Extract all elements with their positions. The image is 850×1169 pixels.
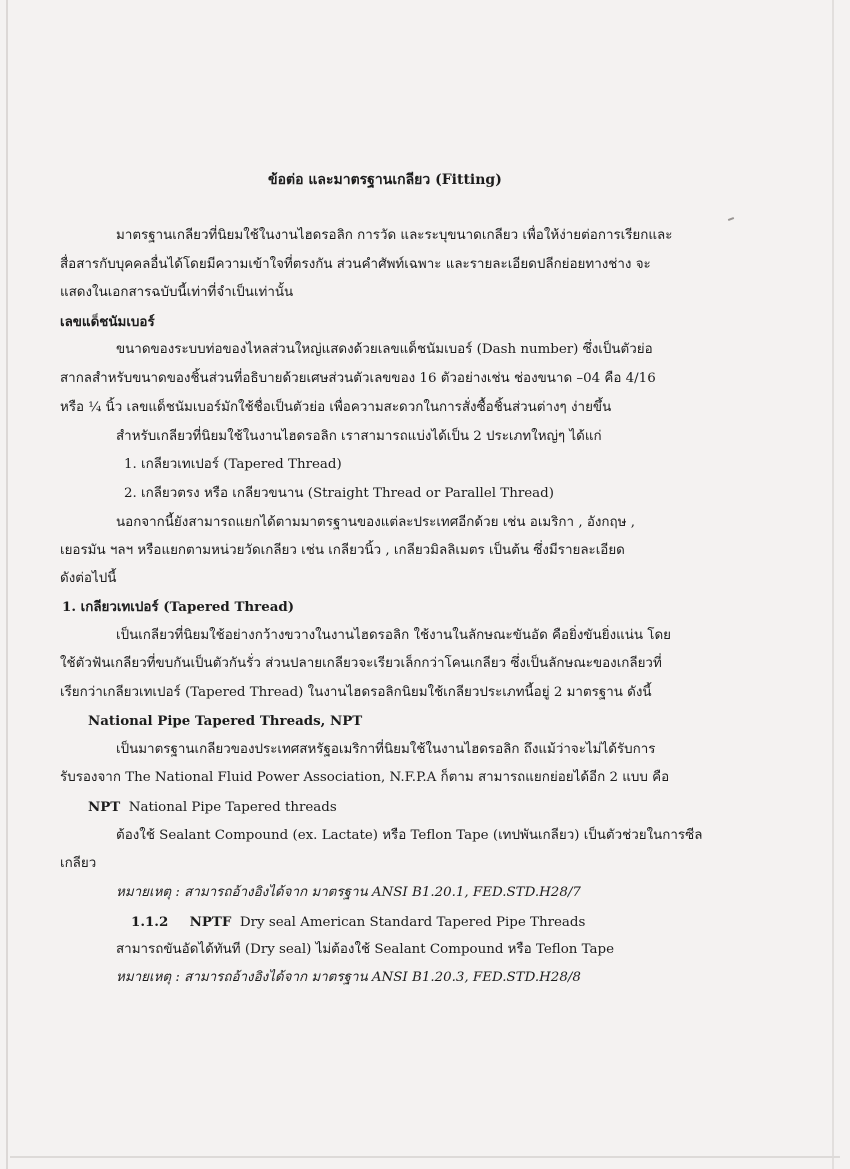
- scan-edge-right: [832, 0, 834, 1169]
- note-1: หมายเหตุ : สามารถอ้างอิงได้จาก มาตรฐาน ANSI B1.20.1, FED.STD.H28/7: [116, 885, 581, 900]
- standards-line-2: เยอรมัน ฯลฯ หรือแยกตามหน่วยวัดเกลียว เช่น เกลียวนิ้ว , เกลียวมิลลิเมตร เป็นต้น ซึ่งมีรายละเอียด: [60, 543, 625, 558]
- dash-para-line-1: ขนาดของระบบท่อของไหลส่วนใหญ่แสดงด้วยเลขแด็ชนัมเบอร์ (Dash number) ซึ่งเป็นตัวย่อ: [116, 342, 653, 357]
- scan-edge-bottom: [10, 1156, 840, 1158]
- npt-code: NPT: [88, 799, 121, 815]
- section-1-line-3: เรียกว่าเกลียวเทเปอร์ (Tapered Thread) ในงานไฮดรอลิกนิยมใช้เกลียวประเภทนี้อยู่ 2 มาตรฐาน ดังนี้: [60, 685, 652, 700]
- dash-number-heading: เลขแด็ชนัมเบอร์: [60, 314, 155, 330]
- thread-types-intro: สำหรับเกลียวที่นิยมใช้ในงานไฮดรอลิก เราสามารถแบ่งได้เป็น 2 ประเภทใหญ่ๆ ได้แก่: [116, 429, 602, 444]
- dash-para-line-2: สากลสำหรับขนาดของชิ้นส่วนที่อธิบายด้วยเศษส่วนตัวเลขของ 16 ตัวอย่างเช่น ช่องขนาด –04 คือ 4/16: [60, 371, 656, 386]
- npt-sub-para-line-1: ต้องใช้ Sealant Compound (ex. Lactate) หรือ Teflon Tape (เทปพันเกลียว) เป็นตัวช่วยในการซีล: [116, 828, 703, 843]
- npt-label: National Pipe Tapered threads: [128, 800, 337, 815]
- npt-heading: National Pipe Tapered Threads, NPT: [88, 713, 363, 729]
- section-1-line-1: เป็นเกลียวที่นิยมใช้อย่างกว้างขวางในงานไฮดรอลิก ใช้งานในลักษณะขันอัด คือยิ่งขันยิ่งแน่น โดย: [116, 628, 672, 643]
- intro-line-3: แสดงในเอกสารฉบับนี้เท่าที่จำเป็นเท่านั้น: [60, 285, 294, 300]
- scan-speck: [728, 217, 734, 221]
- nptf-number: 1.1.2: [131, 914, 169, 930]
- section-1-heading: 1. เกลียวเทเปอร์ (Tapered Thread): [62, 599, 295, 615]
- dash-para-line-3: หรือ ¼ นิ้ว เลขแด็ชนัมเบอร์มักใช้ชื่อเป็นตัวย่อ เพื่อความสะดวกในการสั่งซื้อชิ้นส่วนต่างๆ ง่ายขึ้น: [60, 400, 612, 415]
- nptf-label: Dry seal American Standard Tapered Pipe Threads: [239, 915, 586, 930]
- intro-line-2: สื่อสารกับบุคคลอื่นได้โดยมีความเข้าใจที่ตรงกัน ส่วนคำศัพท์เฉพาะ และรายละเอียดปลีกย่อยทางช่าง จะ: [60, 257, 651, 272]
- npt-subtype-line: [88, 798, 337, 817]
- note-2: หมายเหตุ : สามารถอ้างอิงได้จาก มาตรฐาน ANSI B1.20.3, FED.STD.H28/8: [116, 970, 581, 985]
- npt-para-line-1: เป็นมาตรฐานเกลียวของประเทศสหรัฐอเมริกาที่นิยมใช้ในงานไฮดรอลิก ถึงแม้ว่าจะไม่ได้รับการ: [116, 742, 656, 757]
- standards-line-1: นอกจากนี้ยังสามารถแยกได้ตามมาตรฐานของแต่ละประเทศอีกด้วย เช่น อเมริกา , อังกฤษ ,: [116, 515, 635, 530]
- document-title: ข้อต่อ และมาตรฐานเกลียว (Fitting): [268, 172, 502, 188]
- nptf-para: สามารถขันอัดได้ทันที (Dry seal) ไม่ต้องใช้ Sealant Compound หรือ Teflon Tape: [116, 942, 615, 957]
- thread-type-2: 2. เกลียวตรง หรือ เกลียวขนาน (Straight Thread or Parallel Thread): [124, 486, 554, 501]
- nptf-code: NPTF: [189, 914, 232, 930]
- scan-edge-left: [6, 0, 8, 1169]
- npt-sub-para-line-2: เกลียว: [60, 856, 97, 871]
- npt-para-line-2: รับรองจาก The National Fluid Power Association, N.F.P.A ก็ตาม สามารถแยกย่อยได้อีก 2 แบบ คือ: [60, 770, 670, 785]
- section-1-line-2: ใช้ตัวฟันเกลียวที่ขบกันเป็นตัวกันรั่ว ส่วนปลายเกลียวจะเรียวเล็กกว่าโคนเกลียว ซึ่งเป็นลักษณะของเกลียวที่: [60, 656, 662, 671]
- standards-line-3: ดังต่อไปนี้: [60, 571, 117, 586]
- intro-line-1: มาตรฐานเกลียวที่นิยมใช้ในงานไฮดรอลิก การวัด และระบุขนาดเกลียว เพื่อให้ง่ายต่อการเรียกและ: [116, 228, 673, 243]
- nptf-line: [131, 913, 585, 932]
- thread-type-1: 1. เกลียวเทเปอร์ (Tapered Thread): [124, 457, 342, 472]
